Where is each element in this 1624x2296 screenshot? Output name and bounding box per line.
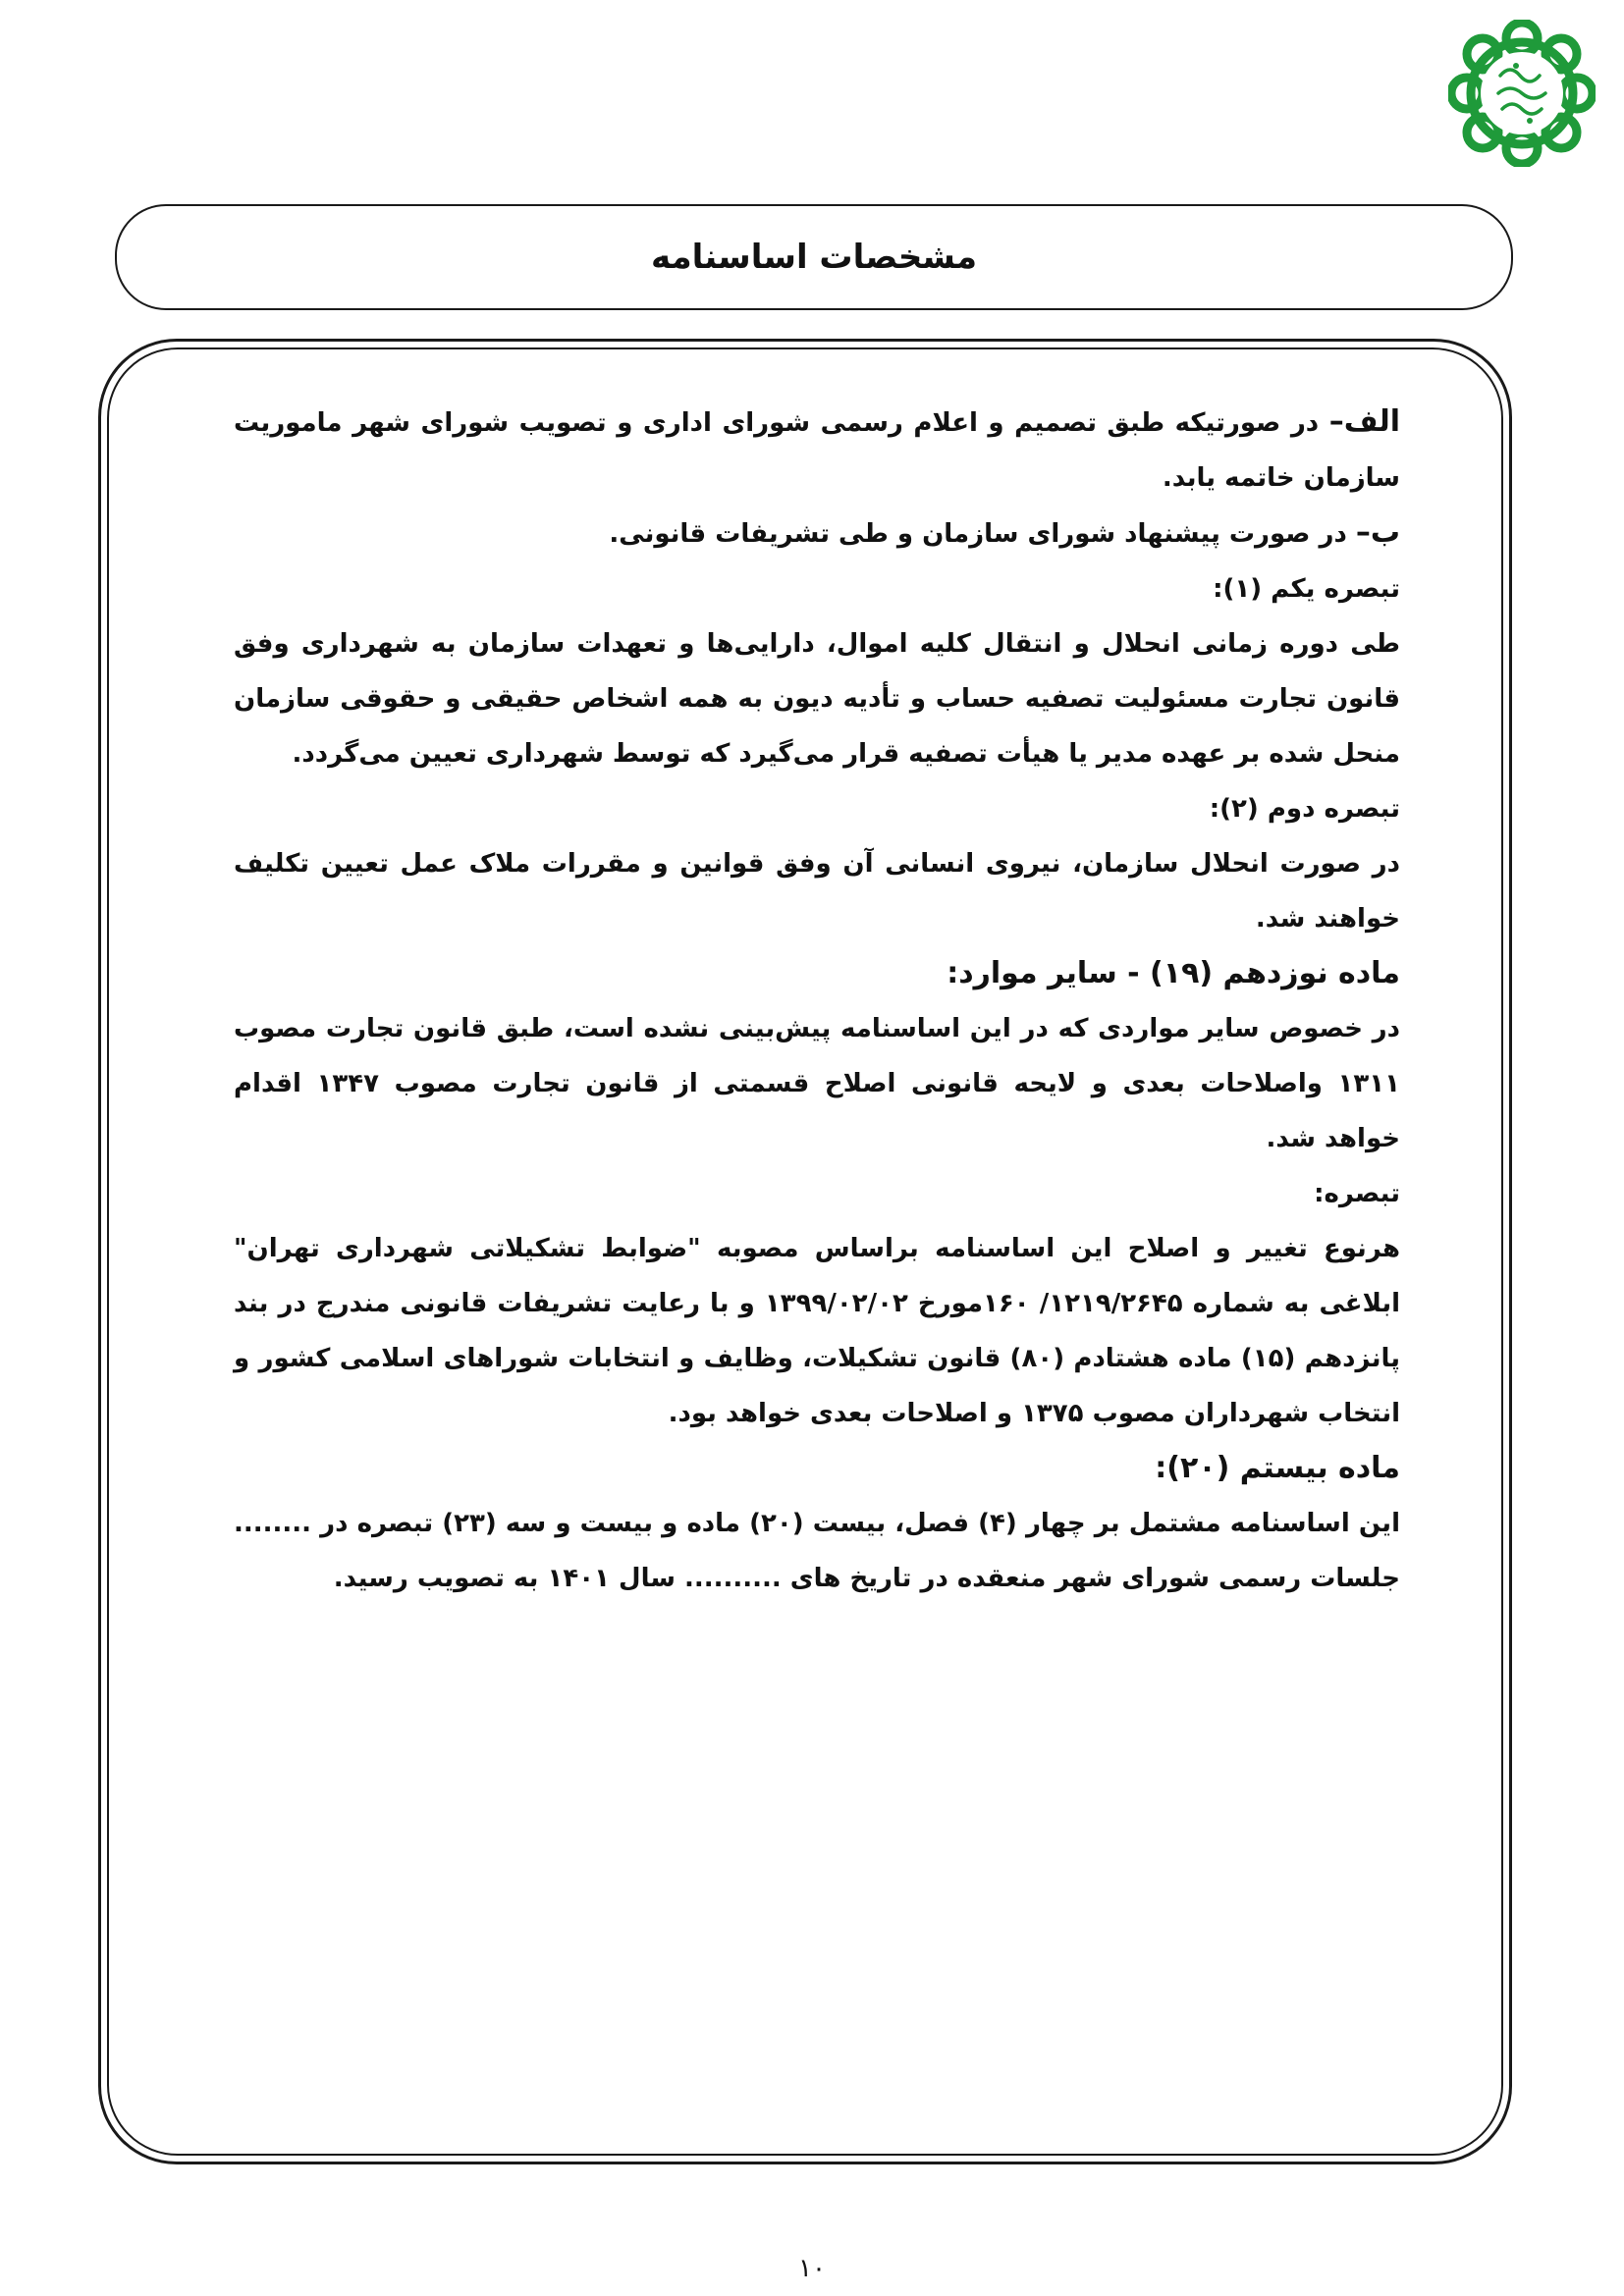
page-number: ۱۰ <box>798 2254 826 2283</box>
clause-alef-label: الف– <box>1328 404 1400 439</box>
title-box <box>115 204 1513 310</box>
clause-alef-text: در صورتیکه طبق تصمیم و اعلام رسمی شورای اداری و تصویب شورای شهر ماموریت سازمان خاتمه یابد. <box>234 408 1400 493</box>
clause-alef <box>234 395 1400 506</box>
article20-heading: ماده بیستم (۲۰): <box>1155 1451 1400 1485</box>
note2-heading: تبصره دوم (۲): <box>1209 794 1400 824</box>
document-body <box>234 395 1400 1606</box>
clause-be <box>234 506 1400 561</box>
clause-be-label: ب– <box>1355 515 1400 550</box>
page-title: مشخصات اساسنامه <box>650 238 978 277</box>
article19-text: در خصوص سایر مواردی که در این اساسنامه پیش‌بینی نشده است، طبق قانون تجارت مصوب ۱۳۱۱ واصلاحات بعدی و لایحه قانونی اصلاح قسمتی از قانون تجارت مصوب ۱۳۴۷ اقدام خواهد شد. <box>234 1014 1401 1153</box>
article19-heading: ماده نوزدهم (۱۹) - سایر موارد: <box>947 956 1400 990</box>
clause-be-text: در صورت پیشنهاد شورای سازمان و طی تشریفات قانونی. <box>609 519 1356 549</box>
note3-heading: تبصره: <box>1314 1179 1400 1208</box>
article20-text: این اساسنامه مشتمل بر چهار (۴) فصل، بیست (۲۰) ماده و بیست و سه (۲۳) تبصره در ........ جلسات رسمی شورای شهر منعقده در تاریخ های .......... سال ۱۴۰۱ به تصویب رسید. <box>234 1509 1400 1593</box>
note2-text: در صورت انحلال سازمان، نیروی انسانی آن وفق قوانین و مقررات ملاک عمل تعیین تکلیف خواهند شد. <box>234 849 1400 934</box>
note1-heading: تبصره یکم (۱): <box>1213 574 1400 604</box>
note1-text: طی دوره زمانی انحلال و انتقال کلیه اموال، دارایی‌ها و تعهدات سازمان به شهرداری وفق قانون تجارت مسئولیت تصفیه حساب و تأدیه دیون به همه اشخاص حقیقی و حقوقی سازمان منحل شده بر عهده مدیر یا هیأت تصفیه قرار می‌گیرد که توسط شهرداری تعیین می‌گردد. <box>234 629 1400 769</box>
tehran-municipality-logo-icon <box>1448 20 1596 167</box>
note3-text: هرنوع تغییر و اصلاح این اساسنامه براساس مصوبه "ضوابط تشکیلاتی شهرداری تهران" ابلاغی به شماره ۱۲۱۹/۲۶۴۵/ ۱۶۰مورخ ۱۳۹۹/۰۲/۰۲ و با رعایت تشریفات قانونی مندرج در بند پانزدهم (۱۵) ماده هشتادم (۸۰) قانون تشکیلات، وظایف و انتخابات شوراهای اسلامی کشور و انتخاب شهرداران مصوب ۱۳۷۵ و اصلاحات بعدی خواهد بود. <box>234 1234 1400 1428</box>
